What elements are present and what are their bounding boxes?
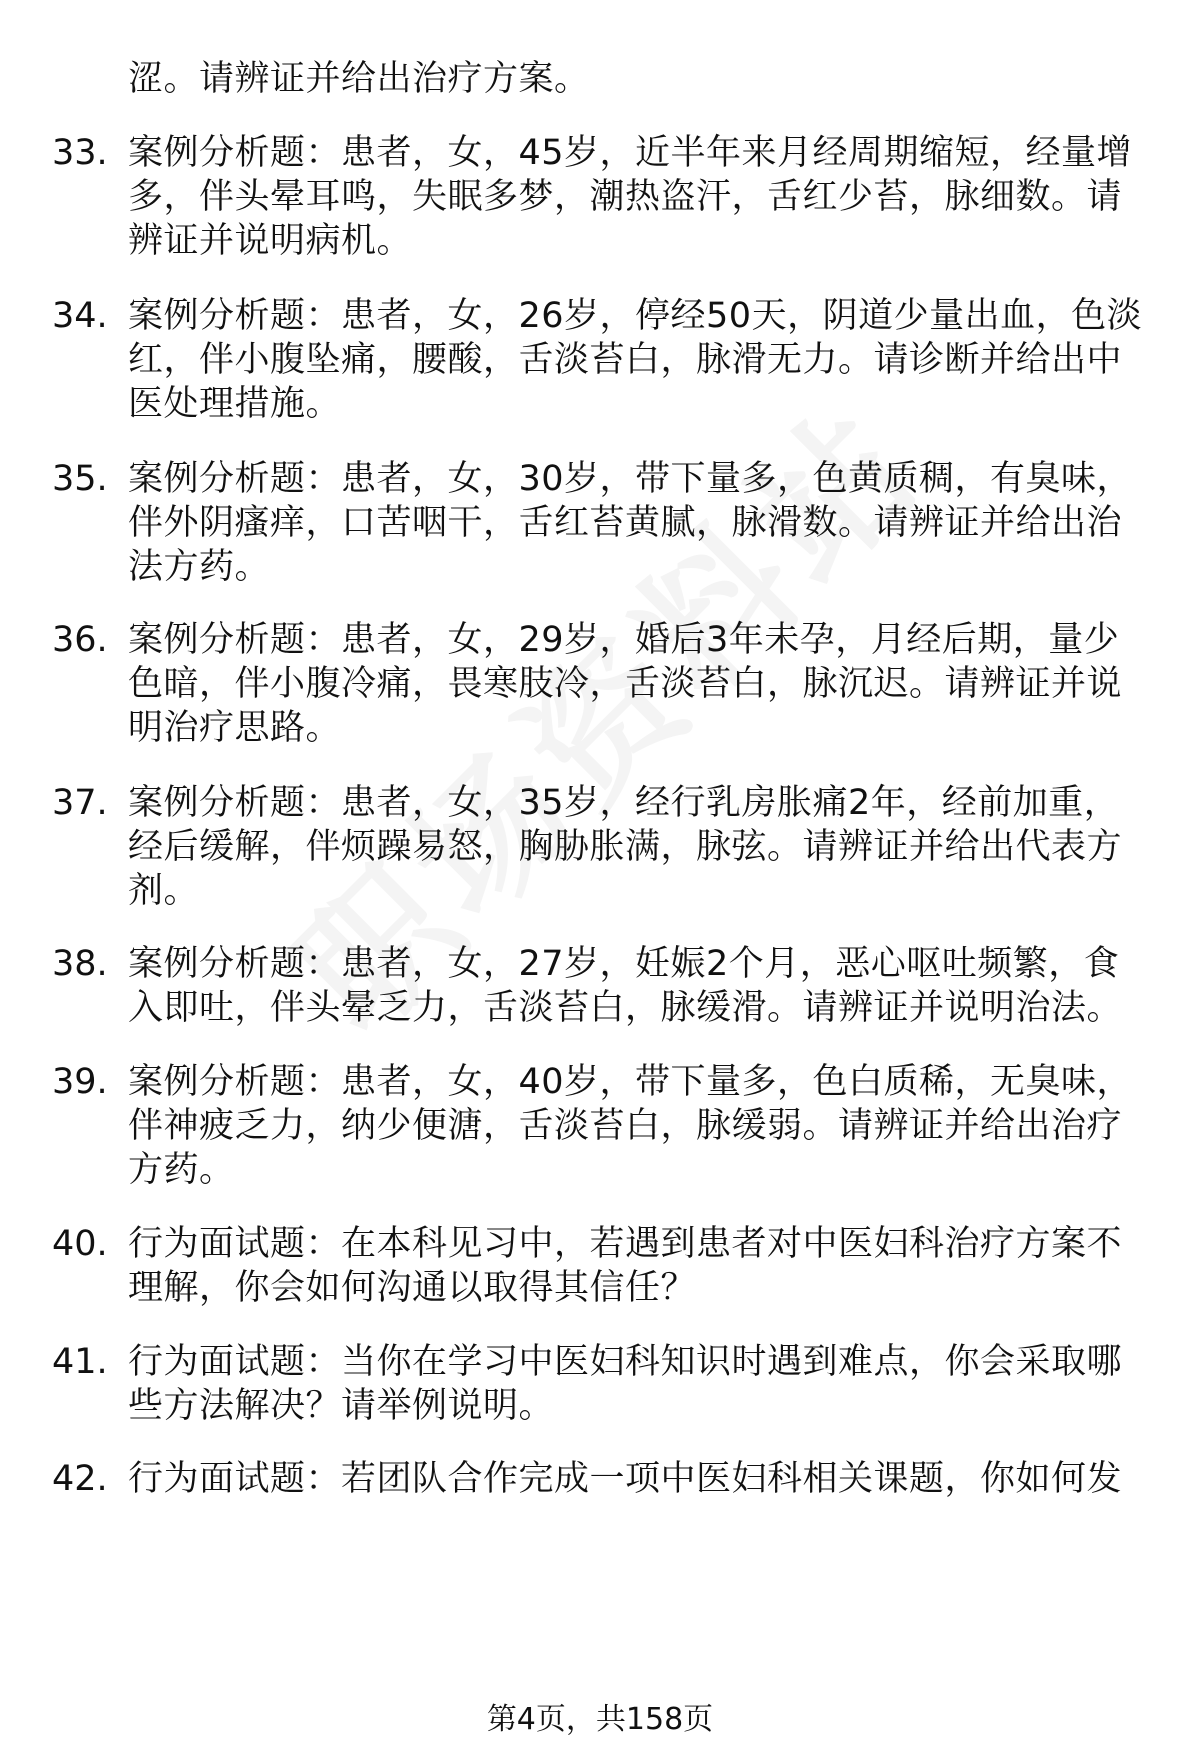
question-text-line: 色暗，伴小腹冷痛，畏寒肢冷，舌淡苔白，脉沉迟。请辨证并说 (128, 664, 1123, 704)
question-text-line: 案例分析题：患者，女，26岁，停经50天，阴道少量出血，色淡 (128, 296, 1143, 336)
question-text-line: 些方法解决？请举例说明。 (128, 1386, 555, 1426)
question-number: 35. (52, 459, 108, 499)
question-text-line: 伴外阴瘙痒，口苦咽干，舌红苔黄腻，脉滑数。请辨证并给出治 (128, 503, 1123, 543)
question-text-line: 伴神疲乏力，纳少便溏，舌淡苔白，脉缓弱。请辨证并给出治疗 (128, 1106, 1123, 1146)
page-number-footer: 第4页，共158页 (486, 1702, 714, 1737)
question-text-line: 辨证并说明病机。 (128, 221, 413, 261)
question-number: 34. (52, 296, 108, 336)
question-number: 33. (52, 133, 108, 173)
continued-text-line: 涩。请辨证并给出治疗方案。 (128, 59, 590, 99)
question-text-line: 方药。 (128, 1150, 235, 1190)
question-text-line: 行为面试题：当你在学习中医妇科知识时遇到难点，你会采取哪 (128, 1342, 1123, 1382)
question-number: 42. (52, 1459, 108, 1499)
question-text-line: 案例分析题：患者，女，30岁，带下量多，色黄质稠，有臭味， (128, 459, 1133, 499)
question-text-line: 案例分析题：患者，女，27岁，妊娠2个月，恶心呕吐频繁，食 (128, 944, 1120, 984)
question-number: 41. (52, 1342, 108, 1382)
question-text-line: 入即吐，伴头晕乏力，舌淡苔白，脉缓滑。请辨证并说明治法。 (128, 988, 1123, 1028)
question-text-line: 明治疗思路。 (128, 708, 342, 748)
question-number: 37. (52, 783, 108, 823)
question-text-line: 剂。 (128, 871, 200, 911)
question-number: 39. (52, 1062, 108, 1102)
question-text-line: 案例分析题：患者，女，40岁，带下量多，色白质稀，无臭味， (128, 1062, 1133, 1102)
question-text-line: 案例分析题：患者，女，35岁，经行乳房胀痛2年，经前加重， (128, 783, 1120, 823)
question-number: 38. (52, 944, 108, 984)
question-text-line: 法方药。 (128, 547, 271, 587)
question-text-line: 案例分析题：患者，女，45岁，近半年来月经周期缩短，经量增 (128, 133, 1133, 173)
question-text-line: 红，伴小腹坠痛，腰酸，舌淡苔白，脉滑无力。请诊断并给出中 (128, 340, 1123, 380)
question-number: 40. (52, 1224, 108, 1264)
question-text-line: 医处理措施。 (128, 384, 342, 424)
question-text-line: 多，伴头晕耳鸣，失眠多梦，潮热盗汗，舌红少苔，脉细数。请 (128, 177, 1123, 217)
question-text-line: 行为面试题：若团队合作完成一项中医妇科相关课题，你如何发 (128, 1459, 1123, 1499)
question-text-line: 案例分析题：患者，女，29岁，婚后3年未孕，月经后期，量少 (128, 620, 1120, 660)
question-text-line: 行为面试题：在本科见习中，若遇到患者对中医妇科治疗方案不 (128, 1224, 1123, 1264)
question-text-line: 经后缓解，伴烦躁易怒，胸胁胀满，脉弦。请辨证并给出代表方 (128, 827, 1123, 867)
question-text-line: 理解，你会如何沟通以取得其信任？ (128, 1268, 697, 1308)
question-number: 36. (52, 620, 108, 660)
